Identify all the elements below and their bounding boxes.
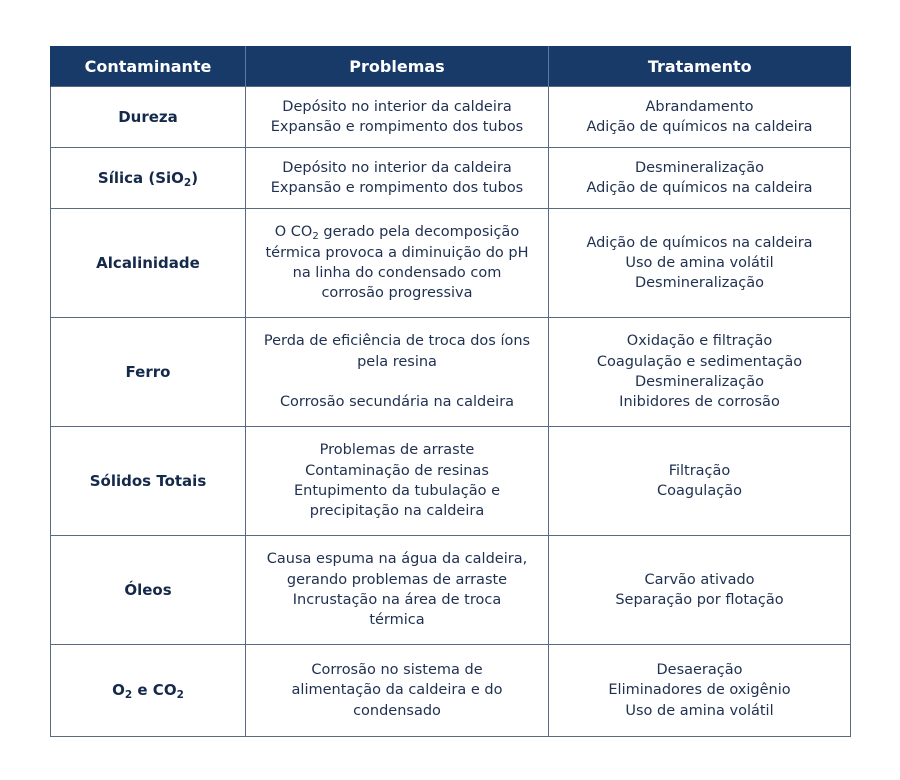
contaminant-text: Sílica (SiO xyxy=(97,168,184,187)
treatment-line xyxy=(557,331,842,351)
treatment-line xyxy=(557,570,842,590)
problems-cell xyxy=(246,87,549,148)
contaminant-text: O xyxy=(112,681,125,700)
problems-cell xyxy=(246,318,549,427)
contaminant-cell xyxy=(51,645,246,737)
contaminants-table xyxy=(50,46,851,737)
contaminant-subscript: 2 xyxy=(183,176,192,189)
treatment-line xyxy=(557,273,842,293)
problems-line xyxy=(254,97,540,117)
contaminant-cell xyxy=(51,87,246,148)
problems-line xyxy=(254,660,540,680)
problems-line xyxy=(254,590,540,610)
problems-text: Corrosão secundária na caldeira xyxy=(279,394,515,411)
treatment-cell xyxy=(549,87,851,148)
problems-text: Expansão e rompimento dos tubos xyxy=(270,180,524,196)
problems-text: alimentação da caldeira e do xyxy=(291,682,503,699)
treatment-line xyxy=(557,680,842,700)
problems-text: precipitação na caldeira xyxy=(309,503,485,520)
problems-line xyxy=(254,158,540,178)
treatment-text: Filtração xyxy=(668,462,731,479)
treatment-line xyxy=(557,158,842,178)
treatment-text: Eliminadores de oxigênio xyxy=(608,682,791,699)
contaminant-text: Alcalinidade xyxy=(96,253,200,272)
treatment-line xyxy=(557,481,842,501)
problems-text: O CO xyxy=(274,224,313,241)
problems-text: térmica provoca a diminuição do pH xyxy=(265,244,529,261)
treatment-text: Uso de amina volátil xyxy=(625,254,774,271)
problems-text: Depósito no interior da caldeira xyxy=(282,159,512,176)
problems-text: corrosão progressiva xyxy=(321,285,473,302)
table-row xyxy=(51,536,851,645)
treatment-line xyxy=(557,97,842,117)
treatment-line xyxy=(557,590,842,610)
treatment-text: Inibidores de corrosão xyxy=(619,394,780,411)
problems-line xyxy=(254,461,540,481)
contaminant-cell xyxy=(51,209,246,318)
problems-line xyxy=(254,178,540,198)
contaminant-subscript: 2 xyxy=(124,689,133,702)
contaminants-table-container xyxy=(50,46,850,737)
problems-line xyxy=(254,352,540,372)
problems-cell xyxy=(246,427,549,536)
header-problemas: Problemas xyxy=(246,46,549,87)
treatment-text: Adição de químicos na caldeira xyxy=(586,234,813,251)
contaminant-text: Dureza xyxy=(118,107,178,126)
problems-line xyxy=(254,549,540,569)
problems-cell xyxy=(246,536,549,645)
table-row xyxy=(51,209,851,318)
problems-text: gerando problemas de arraste xyxy=(286,571,508,588)
treatment-line xyxy=(557,253,842,273)
header-tratamento: Tratamento xyxy=(549,46,851,87)
problems-line xyxy=(254,680,540,700)
problems-line xyxy=(254,283,540,303)
table-row xyxy=(51,148,851,209)
contaminant-cell xyxy=(51,148,246,209)
problems-text: Corrosão no sistema de xyxy=(311,662,483,679)
treatment-line xyxy=(557,178,842,198)
table-row xyxy=(51,318,851,427)
table-header-row xyxy=(51,46,851,87)
line-spacer xyxy=(254,372,540,392)
problems-line xyxy=(254,610,540,630)
problems-text: Contaminação de resinas xyxy=(305,462,489,479)
contaminant-text: e CO xyxy=(132,681,177,700)
problems-text: condensado xyxy=(353,702,441,719)
problems-line xyxy=(254,440,540,460)
treatment-text: Oxidação e filtração xyxy=(626,333,773,350)
contaminant-text: ) xyxy=(191,168,199,187)
problems-line xyxy=(254,263,540,283)
problems-line xyxy=(254,243,540,263)
treatment-line xyxy=(557,233,842,253)
header-contaminante: Contaminante xyxy=(51,46,246,87)
treatment-text: Desmineralização xyxy=(634,159,765,176)
treatment-line xyxy=(557,117,842,137)
problems-subscript: 2 xyxy=(312,231,319,243)
treatment-line xyxy=(557,392,842,412)
treatment-cell xyxy=(549,645,851,737)
treatment-line xyxy=(557,352,842,372)
problems-text: Perda de eficiência de troca dos íons xyxy=(263,333,531,350)
problems-line xyxy=(254,701,540,721)
contaminant-subscript: 2 xyxy=(176,689,184,702)
treatment-text: Desmineralização xyxy=(634,374,765,390)
problems-line xyxy=(254,481,540,501)
problems-text: Causa espuma na água da caldeira, xyxy=(266,551,528,568)
contaminant-cell xyxy=(51,536,246,645)
problems-cell xyxy=(246,645,549,737)
problems-cell xyxy=(246,209,549,318)
treatment-text: Desmineralização xyxy=(634,275,765,292)
contaminant-text: Sólidos Totais xyxy=(89,471,207,490)
table-row xyxy=(51,427,851,536)
problems-line xyxy=(254,117,540,137)
table-row xyxy=(51,87,851,148)
problems-text: térmica xyxy=(369,612,425,629)
treatment-line xyxy=(557,660,842,680)
treatment-text: Desaeração xyxy=(656,662,743,679)
treatment-cell xyxy=(549,209,851,318)
treatment-line xyxy=(557,372,842,392)
treatment-line xyxy=(557,701,842,721)
table-row xyxy=(51,645,851,737)
problems-line xyxy=(254,501,540,521)
problems-text: Problemas de arraste xyxy=(319,442,475,459)
problems-text: gerado pela decomposição xyxy=(318,224,520,241)
problems-line xyxy=(254,392,540,412)
contaminant-text: Óleos xyxy=(124,580,172,599)
treatment-text: Separação por flotação xyxy=(615,592,784,608)
problems-text: Incrustação na área de troca xyxy=(292,592,502,608)
problems-text: na linha do condensado com xyxy=(292,265,502,281)
treatment-text: Uso de amina volátil xyxy=(625,702,774,719)
problems-text: Expansão e rompimento dos tubos xyxy=(270,119,524,135)
contaminant-cell xyxy=(51,318,246,427)
problems-text: pela resina xyxy=(357,353,437,370)
problems-cell xyxy=(246,148,549,209)
treatment-cell xyxy=(549,536,851,645)
treatment-cell xyxy=(549,318,851,427)
problems-line xyxy=(254,570,540,590)
treatment-cell xyxy=(549,427,851,536)
contaminant-cell xyxy=(51,427,246,536)
treatment-text: Carvão ativado xyxy=(644,571,755,588)
treatment-text: Adição de químicos na caldeira xyxy=(586,180,813,196)
contaminant-text: Ferro xyxy=(125,362,171,381)
treatment-cell xyxy=(549,148,851,209)
treatment-text: Coagulação xyxy=(657,483,742,499)
treatment-text: Adição de químicos na caldeira xyxy=(586,119,813,135)
problems-line xyxy=(254,331,540,351)
table-body xyxy=(51,87,851,737)
treatment-line xyxy=(557,461,842,481)
problems-text: Depósito no interior da caldeira xyxy=(282,98,512,115)
problems-line xyxy=(254,222,540,242)
treatment-text: Coagulação e sedimentação xyxy=(596,353,803,370)
problems-text: Entupimento da tubulação e xyxy=(293,483,500,499)
treatment-text: Abrandamento xyxy=(645,98,754,115)
